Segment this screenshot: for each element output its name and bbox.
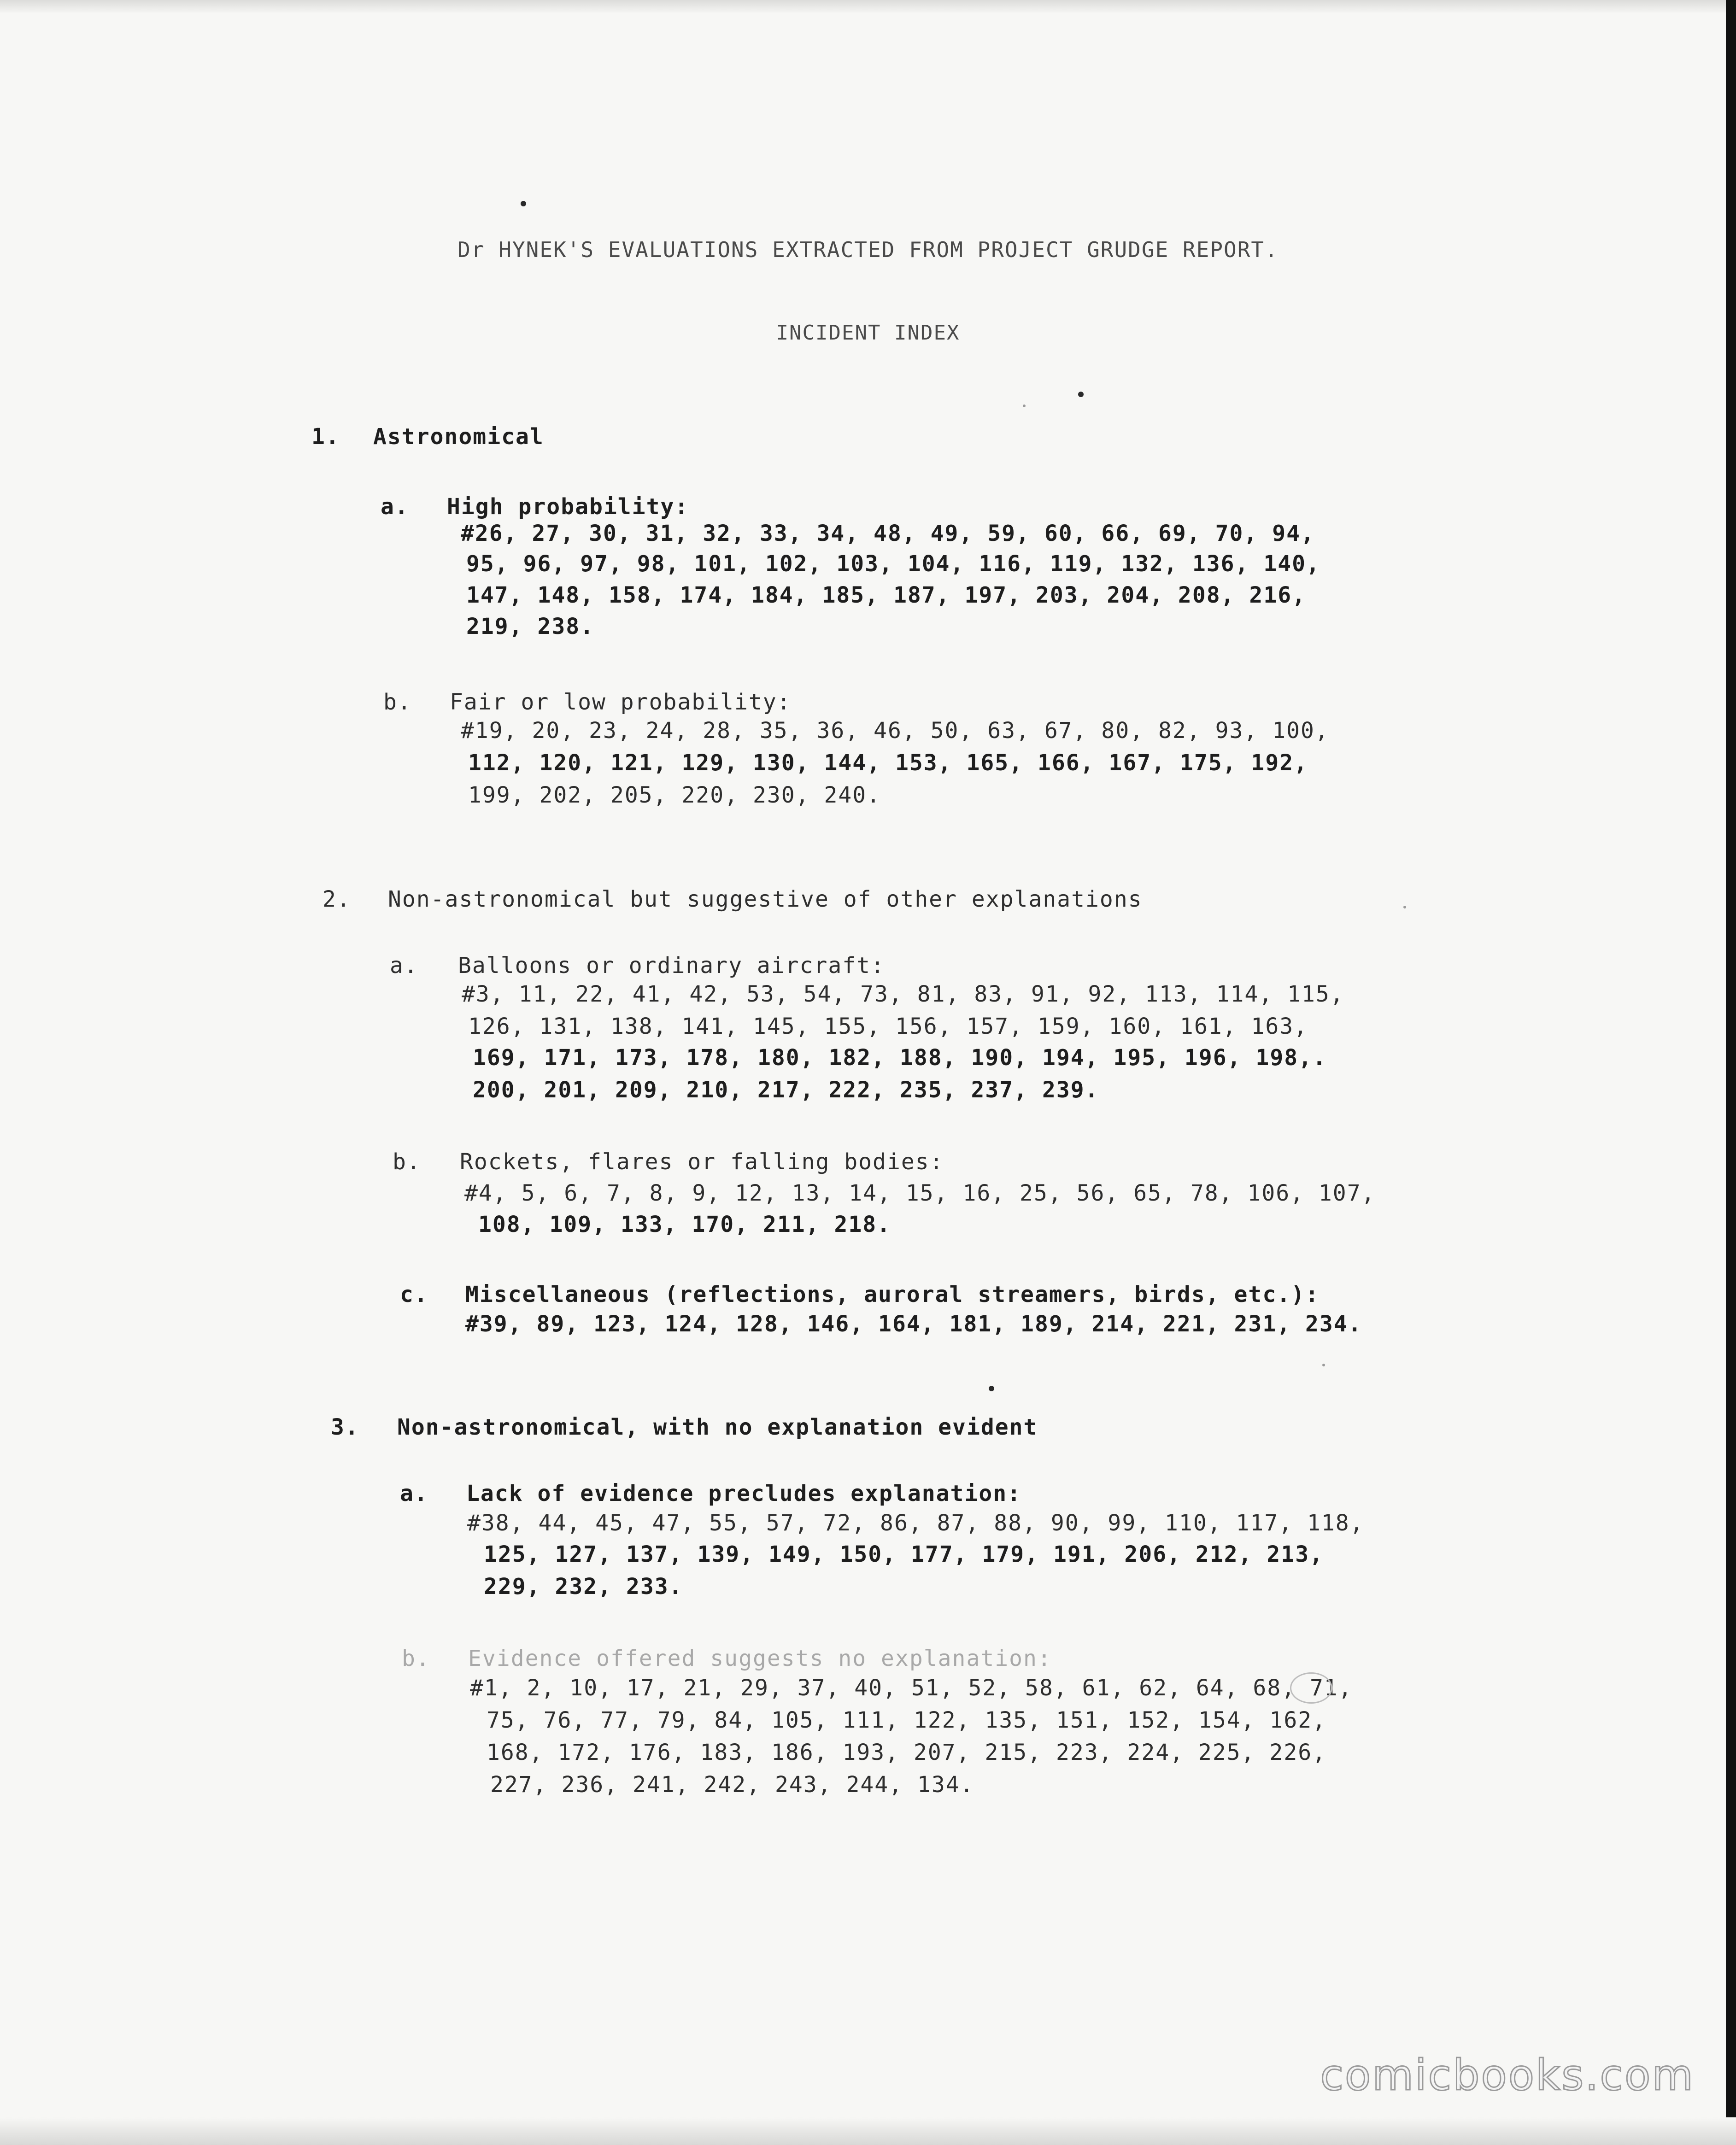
section-heading: Astronomical (373, 424, 544, 450)
incident-list-line: #39, 89, 123, 124, 128, 146, 164, 181, 189, 214, 221, 231, 234. (465, 1311, 1362, 1337)
stray-mark (989, 1386, 994, 1391)
incident-list-line: #19, 20, 23, 24, 28, 35, 36, 46, 50, 63, 67, 80, 82, 93, 100, (461, 718, 1329, 744)
incident-list-line: 199, 202, 205, 220, 230, 240. (468, 782, 881, 808)
section-heading: Non-astronomical but suggestive of other explanations (388, 886, 1143, 912)
document-subtitle: INCIDENT INDEX (776, 321, 960, 345)
item-label: Balloons or ordinary aircraft: (458, 953, 885, 979)
incident-list-line: 125, 127, 137, 139, 149, 150, 177, 179, 191, 206, 212, 213, (484, 1541, 1324, 1567)
item-letter: b. (383, 689, 412, 715)
incident-list-line: #3, 11, 22, 41, 42, 53, 54, 73, 81, 83, 91, 92, 113, 114, 115, (462, 981, 1344, 1007)
item-letter: a. (400, 1481, 428, 1506)
incident-list-line: 168, 172, 176, 183, 186, 193, 207, 215, 223, 224, 225, 226, (487, 1740, 1327, 1765)
item-label: Miscellaneous (reflections, auroral streamers, birds, etc.): (465, 1282, 1320, 1307)
incident-list-line: 227, 236, 241, 242, 243, 244, 134. (490, 1772, 974, 1798)
item-label: Rockets, flares or falling bodies: (460, 1149, 944, 1175)
stray-mark (1403, 906, 1406, 908)
item-label: Evidence offered suggests no explanation: (468, 1646, 1052, 1671)
section-heading: Non-astronomical, with no explanation evident (397, 1414, 1038, 1440)
stray-mark (1322, 1364, 1325, 1366)
incident-list-line: 126, 131, 138, 141, 145, 155, 156, 157, 159, 160, 161, 163, (468, 1014, 1308, 1039)
item-letter: b. (393, 1149, 421, 1175)
item-letter: b. (402, 1646, 430, 1671)
section-number: 3. (331, 1414, 359, 1440)
incident-list-line: #1, 2, 10, 17, 21, 29, 37, 40, 51, 52, 58, 61, 62, 64, 68, 71, (470, 1675, 1353, 1701)
incident-list-line: #26, 27, 30, 31, 32, 33, 34, 48, 49, 59, 60, 66, 69, 70, 94, (461, 521, 1315, 546)
incident-list-line: 95, 96, 97, 98, 101, 102, 103, 104, 116, 119, 132, 136, 140, (466, 551, 1320, 577)
scan-edge-top (0, 0, 1736, 14)
stray-mark (1078, 392, 1084, 397)
stray-mark (1023, 404, 1026, 407)
item-letter: a. (390, 953, 418, 979)
incident-list-line: 229, 232, 233. (484, 1574, 683, 1600)
item-label: High probability: (447, 494, 689, 520)
incident-list-line: 75, 76, 77, 79, 84, 105, 111, 122, 135, 151, 152, 154, 162, (487, 1707, 1327, 1733)
watermark: comicbooks.com (1320, 2051, 1695, 2100)
incident-list-line: 169, 171, 173, 178, 180, 182, 188, 190, 194, 195, 196, 198,. (473, 1045, 1327, 1071)
incident-list-line: #38, 44, 45, 47, 55, 57, 72, 86, 87, 88, 90, 99, 110, 117, 118, (467, 1510, 1364, 1536)
item-label: Lack of evidence precludes explanation: (466, 1481, 1022, 1506)
scan-edge-bottom (0, 2117, 1736, 2145)
incident-list-line: 112, 120, 121, 129, 130, 144, 153, 165, 166, 167, 175, 192, (468, 750, 1308, 776)
incident-list-line: 147, 148, 158, 174, 184, 185, 187, 197, 203, 204, 208, 216, (466, 582, 1307, 608)
item-label: Fair or low probability: (450, 689, 792, 715)
hand-drawn-circle (1290, 1672, 1332, 1704)
document-title: Dr HYNEK'S EVALUATIONS EXTRACTED FROM PROJECT GRUDGE REPORT. (457, 237, 1279, 262)
section-number: 2. (323, 886, 351, 912)
section-number: 1. (311, 424, 340, 450)
incident-list-line: 219, 238. (466, 614, 595, 639)
item-letter: a. (381, 494, 409, 520)
incident-list-line: 200, 201, 209, 210, 217, 222, 235, 237, 239. (473, 1077, 1099, 1103)
stray-mark (521, 201, 526, 206)
incident-list-line: 108, 109, 133, 170, 211, 218. (478, 1212, 891, 1237)
item-letter: c. (400, 1282, 428, 1307)
incident-list-line: #4, 5, 6, 7, 8, 9, 12, 13, 14, 15, 16, 25, 56, 65, 78, 106, 107, (464, 1180, 1376, 1206)
